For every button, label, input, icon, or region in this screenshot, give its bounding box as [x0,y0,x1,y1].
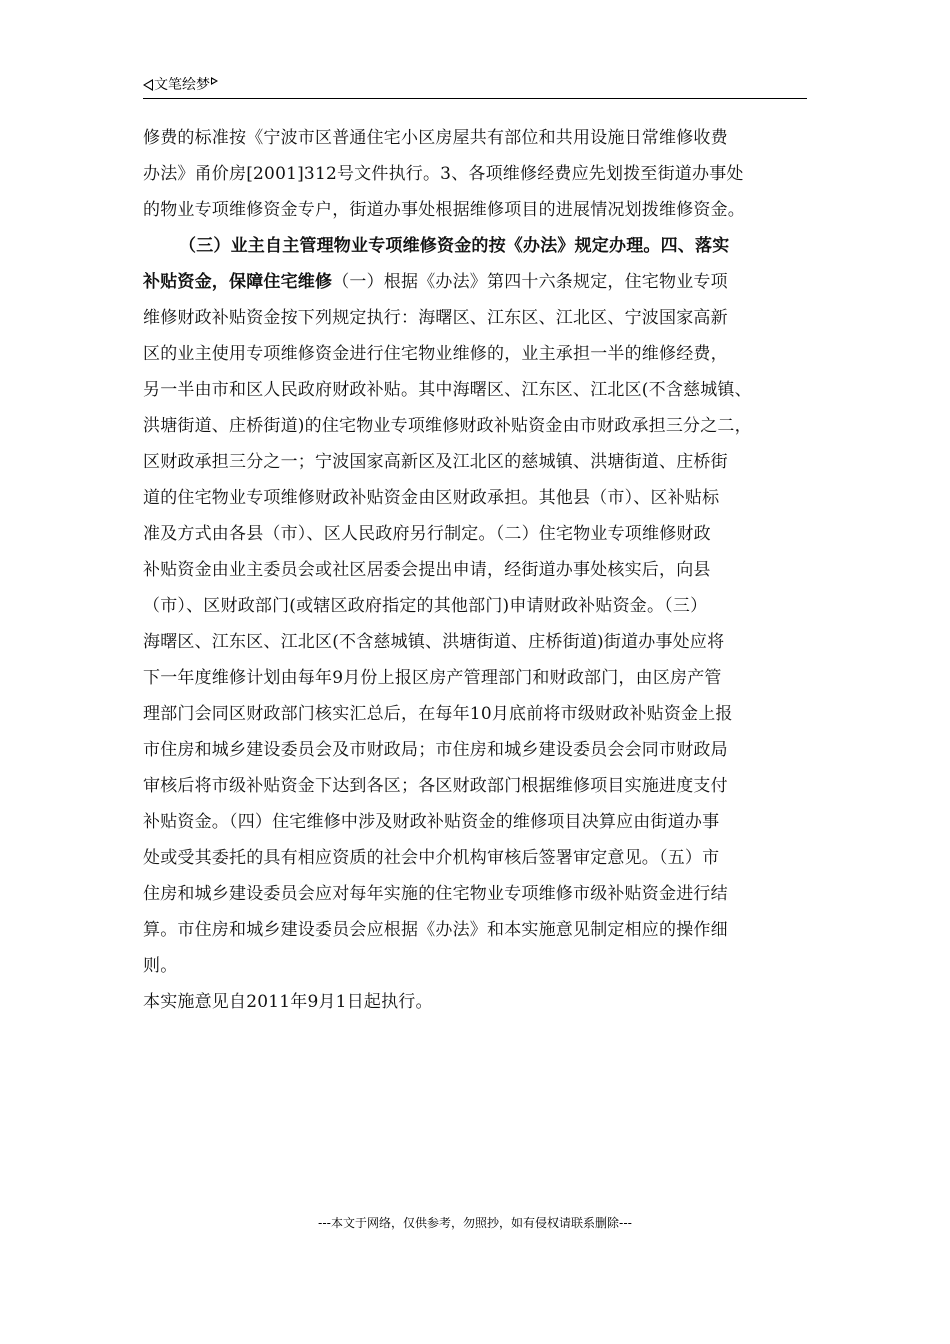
text-line: 理部门会同区财政部门核实汇总后，在每年10月底前将市级财政补贴资金上报 [143,704,733,724]
text-line: 准及方式由各县（市）、区人民政府另行制定。（二）住宅物业专项维修财政 [143,524,711,544]
document-body [143,120,807,1056]
text-line: 区财政承担三分之一；宁波国家高新区及江北区的慈城镇、洪塘街道、庄桥街 [143,452,728,472]
text-line: 另一半由市和区人民政府财政补贴。其中海曙区、江东区、江北区(不含慈城镇、 [143,380,752,400]
text-line: 则。 [143,956,178,976]
text-line: 洪塘街道、庄桥街道)的住宅物业专项维修财政补贴资金由市财政承担三分之二， [143,416,752,436]
text-line: 审核后将市级补贴资金下达到各区；各区财政部门根据维修项目实施进度支付 [143,776,728,796]
text-line: 道的住宅物业专项维修财政补贴资金由区财政承担。其他县（市）、区补贴标 [143,488,720,508]
text-line: 本实施意见自2011年9月1日起执行。 [143,992,433,1012]
closing-line [143,1020,807,1056]
text-line: 维修财政补贴资金按下列规定执行：海曙区、江东区、江北区、宁波国家高新 [143,308,728,328]
text-line: 区的业主使用专项维修资金进行住宅物业维修的，业主承担一半的维修经费， [143,344,728,364]
text-line: 补贴资金由业主委员会或社区居委会提出申请，经街道办事处核实后，向县 [143,560,711,580]
text-line: 处或受其委托的具有相应资质的社会中介机构审核后签署审定意见。（五）市 [143,848,720,868]
text-line: （市）、区财政部门(或辖区政府指定的其他部门)申请财政补贴资金。（三） [143,596,708,616]
text-line: 补贴资金。（四）住宅维修中涉及财政补贴资金的维修项目决算应由街道办事 [143,812,720,832]
text-line: 住房和城乡建设委员会应对每年实施的住宅物业专项维修市级补贴资金进行结 [143,884,728,904]
triangle-right-icon [211,77,218,85]
section-heading-continued: 补贴资金，保障住宅维修 [143,272,333,292]
footer-notice: ---本文于网络，仅供参考，勿照抄，如有侵权请联系删除--- [318,1216,632,1230]
text-line: 市住房和城乡建设委员会及市财政局；市住房和城乡建设委员会会同市财政局 [143,740,728,760]
text-line: 的物业专项维修资金专户，街道办事处根据维修项目的进展情况划拨维修资金。 [143,200,745,220]
text-line: 算。市住房和城乡建设委员会应根据《办法》和本实施意见制定相应的操作细 [143,920,728,940]
header-title: 文笔绘梦 [154,77,210,93]
text-line: 办法》甬价房[2001]312号文件执行。3、各项维修经费应先划拨至街道办事处 [143,164,744,184]
header-title-row [143,76,218,94]
text-line: 下一年度维修计划由每年9月份上报区房产管理部门和财政部门，由区房产管 [143,668,722,688]
text-span: （一）根据《办法》第四十六条规定，住宅物业专项 [332,272,728,292]
text-line: 海曙区、江东区、江北区(不含慈城镇、洪塘街道、庄桥街道)街道办事处应将 [143,632,725,652]
triangle-left-icon [143,79,153,91]
text-line: 修费的标准按《宁波市区普通住宅小区房屋共有部位和共用设施日常维修收费 [143,128,728,148]
section-heading-line: （三）业主自主管理物业专项维修资金的按《办法》规定办理。四、落实 [179,236,730,256]
page-header [143,72,807,99]
text-line-mixed [143,264,807,300]
